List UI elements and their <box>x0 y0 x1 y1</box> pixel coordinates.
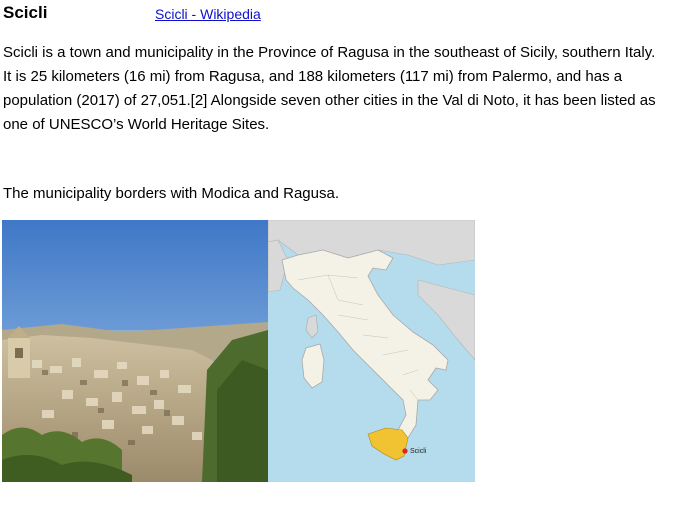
borders-paragraph: The municipality borders with Modica and Ragusa. <box>3 185 339 202</box>
location-map <box>268 220 475 482</box>
wikipedia-link[interactable]: Scicli - Wikipedia <box>155 6 261 22</box>
town-photo <box>2 220 268 482</box>
italy-map-illustration <box>268 220 475 482</box>
intro-paragraph: Scicli is a town and municipality in the Province of Ragusa in the southeast of Sicily, southern Italy. It is 25 kilometers (16 mi) from Ragusa, and 188 kilometers (117 mi) from Palermo, and has a population (2017) of 27,051.[2] Alongside seven other cities in the Val di Noto, it has been listed as one of UNESCO’s World Heritage Sites. <box>3 44 656 133</box>
scicli-marker <box>402 448 407 453</box>
scicli-map-label: Scicli <box>410 448 427 455</box>
page-title: Scicli <box>3 3 48 22</box>
town-photo-illustration <box>2 220 268 482</box>
